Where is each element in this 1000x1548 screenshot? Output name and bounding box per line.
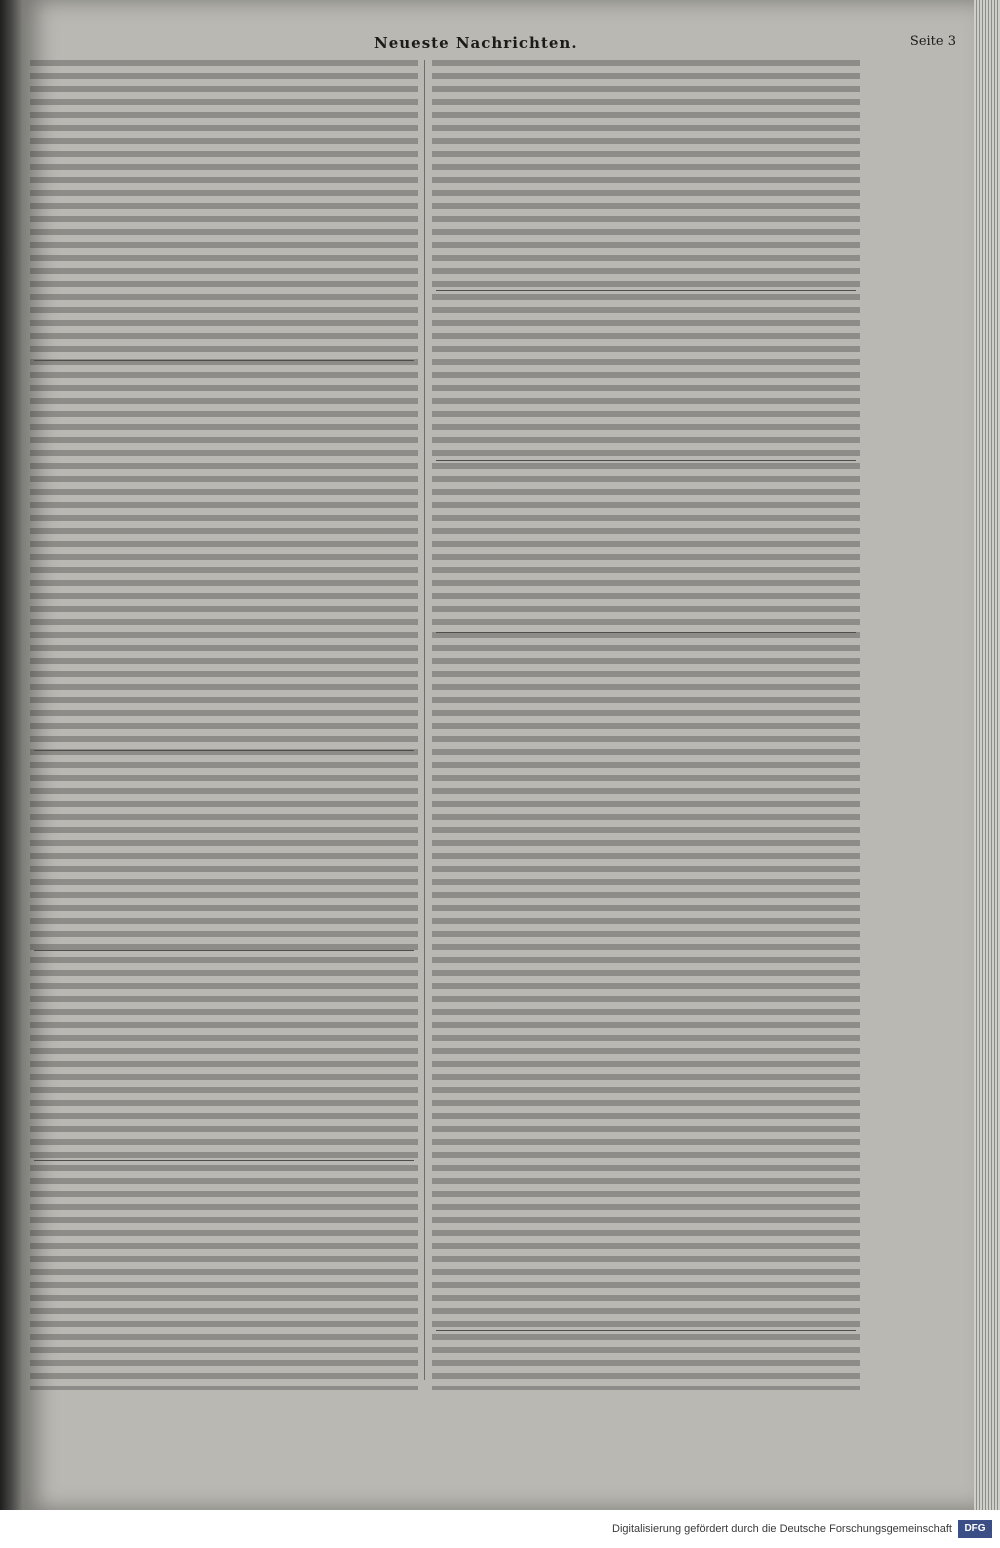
page-number: Seite 3 — [909, 34, 956, 49]
section-separator — [34, 360, 414, 361]
section-separator — [34, 750, 414, 751]
section-separator — [436, 460, 856, 461]
funding-credit: Digitalisierung gefördert durch die Deutsche Forschungsgemeinschaft — [612, 1523, 952, 1535]
section-separator — [34, 1160, 414, 1161]
text-lines — [30, 60, 418, 1390]
book-spine — [0, 0, 22, 1510]
section-separator — [436, 1330, 856, 1331]
section-separator — [34, 950, 414, 951]
dfg-logo-icon: DFG — [958, 1520, 992, 1538]
left-column — [30, 60, 418, 1390]
column-rule — [424, 60, 425, 1380]
page-stack-edge — [974, 0, 1000, 1510]
right-column — [432, 60, 860, 1390]
running-title: Neueste Nachrichten. — [374, 34, 578, 52]
text-lines — [432, 60, 860, 1390]
section-separator — [436, 632, 856, 633]
digitization-footer — [0, 1510, 1000, 1548]
section-separator — [436, 290, 856, 291]
page-header — [322, 34, 962, 58]
